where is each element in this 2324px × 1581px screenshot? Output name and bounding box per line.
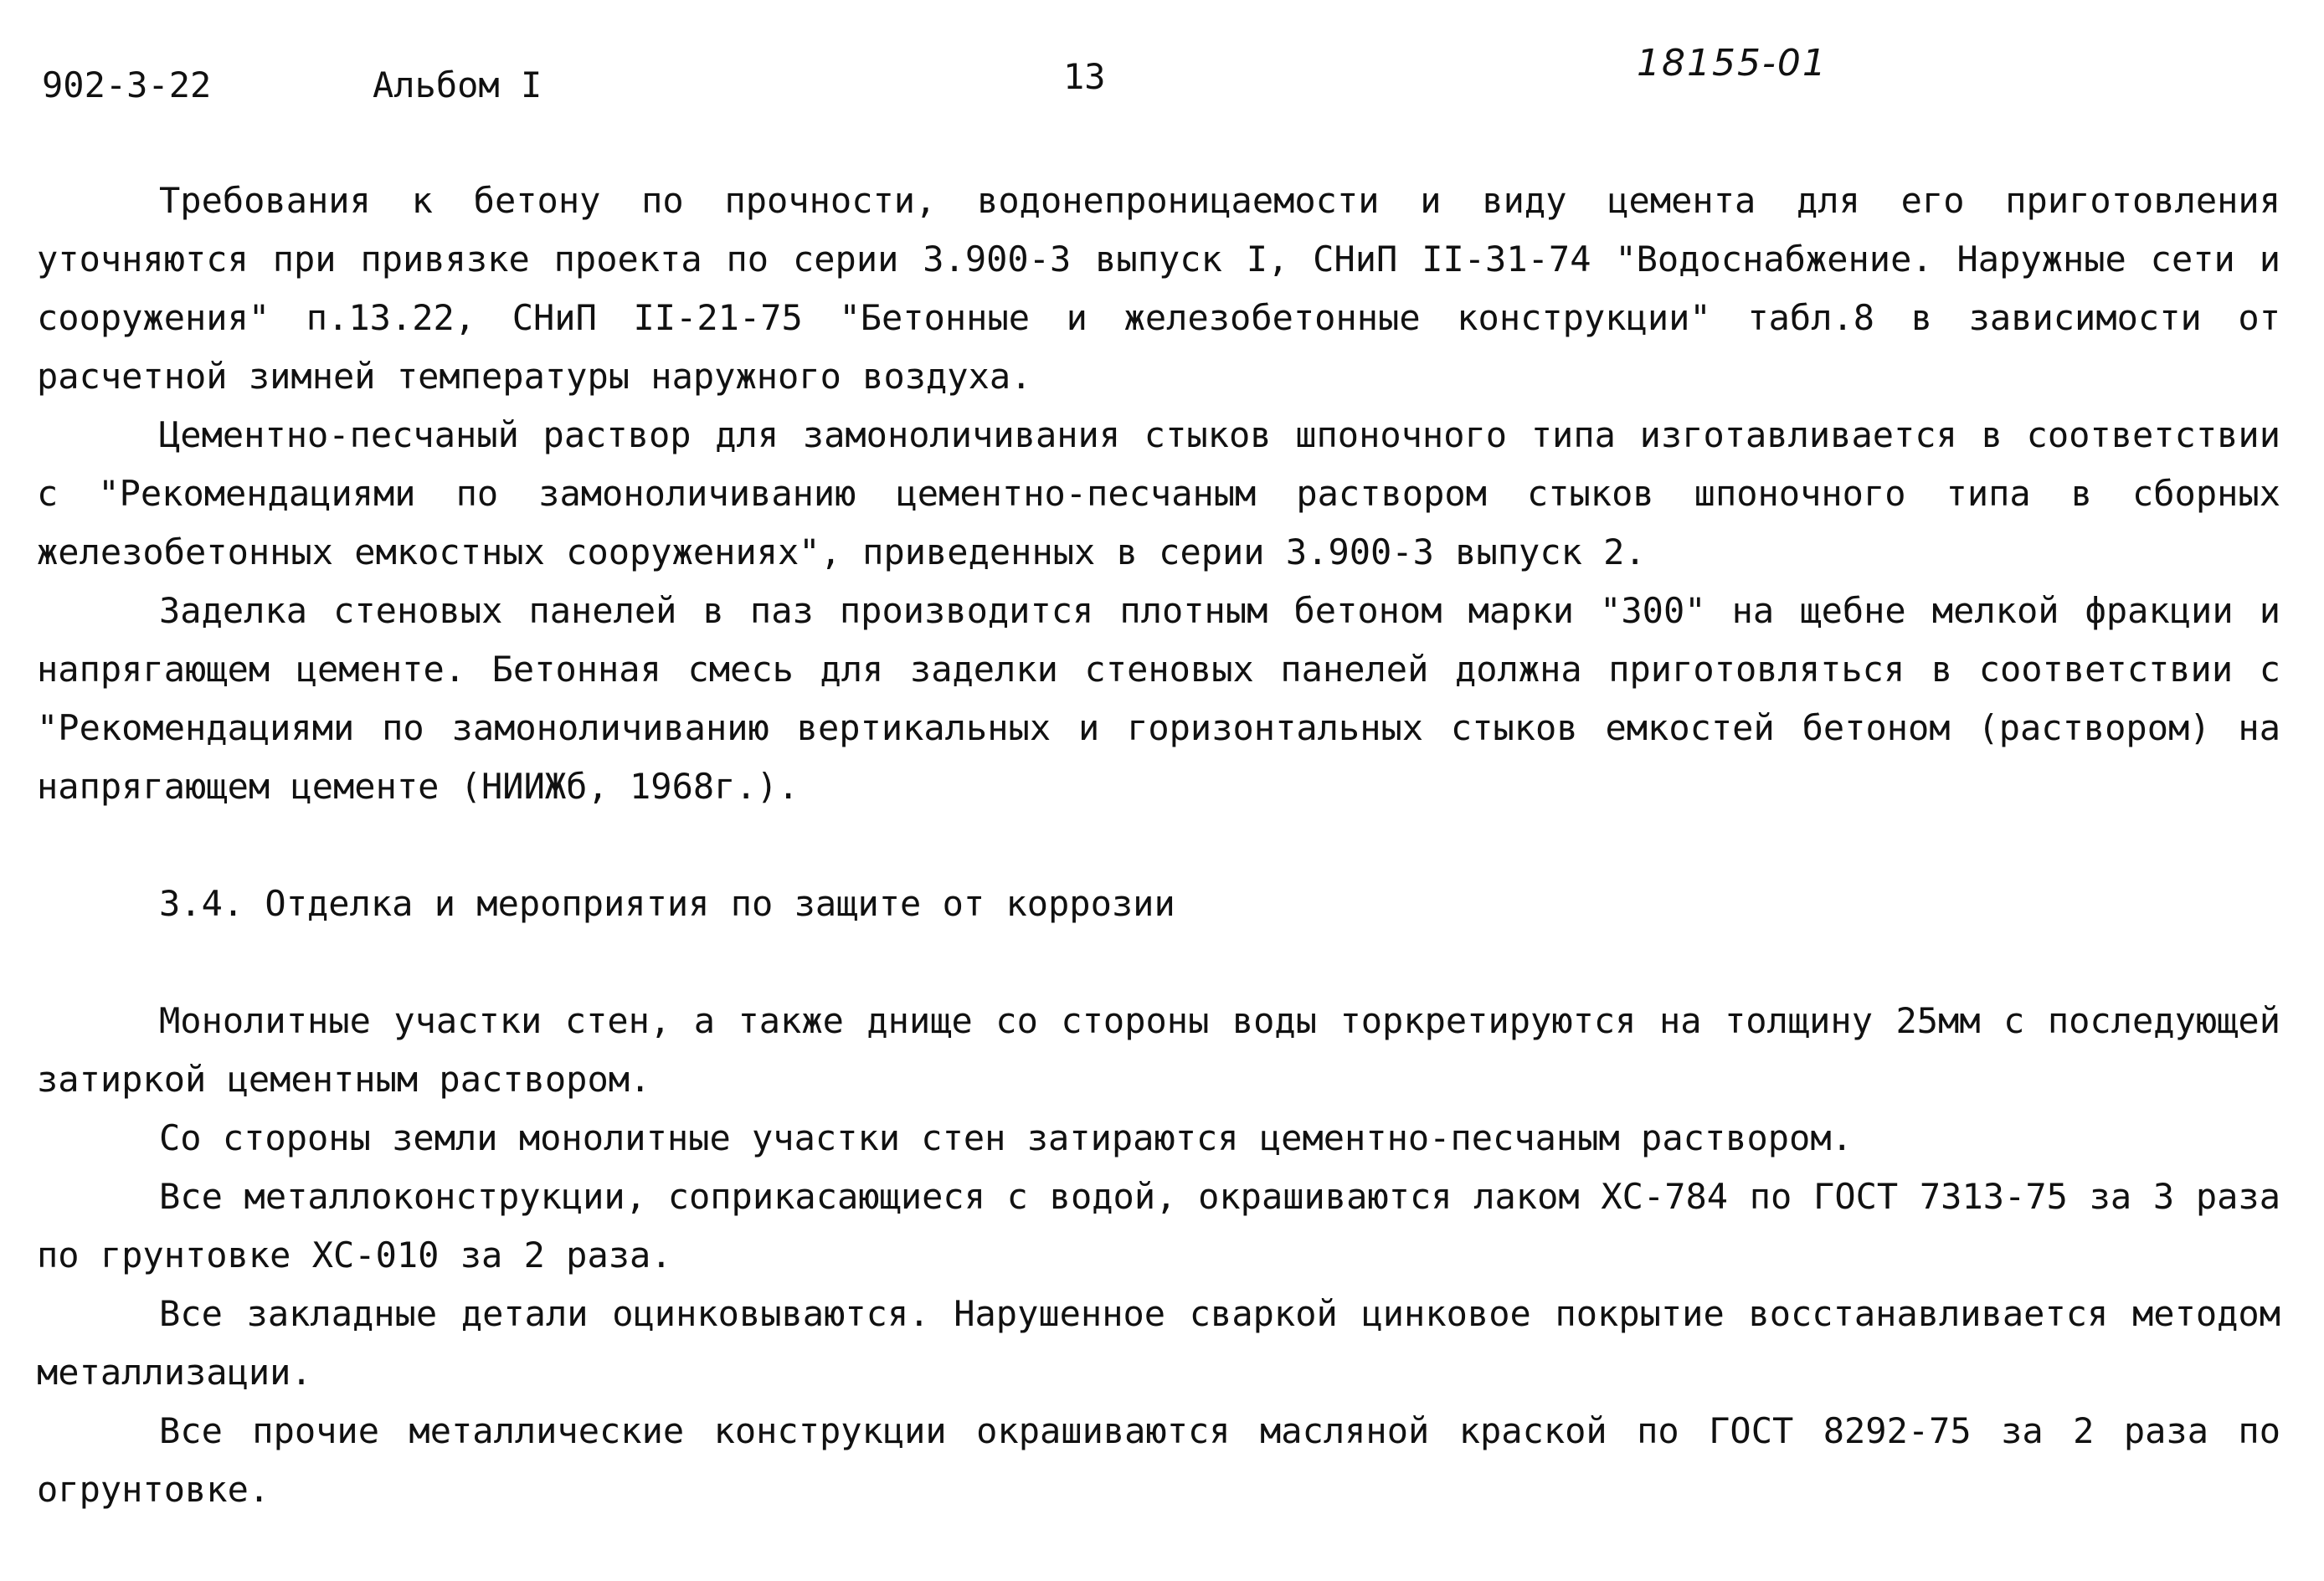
page-header bbox=[0, 0, 2324, 117]
paragraph-embedded-parts: Все закладные детали оцинковываются. Нарушенное сваркой цинковое покрытие восстанавливается методом металлизации. bbox=[37, 1293, 2280, 1393]
series-number: 902-3-22 bbox=[42, 64, 212, 105]
page-number: 13 bbox=[1063, 56, 1106, 97]
inventory-number: 18155-01 bbox=[1637, 42, 1828, 85]
paragraph-metal-structures: Все металлоконструкции, соприкасающиеся с водой, окрашиваются лаком ХС-784 по ГОСТ 7313-75 за 3 раза по грунтовке ХС-010 за 2 раза. bbox=[37, 1176, 2280, 1276]
document-body bbox=[37, 172, 2280, 1519]
paragraph-concrete-requirements: Требования к бетону по прочности, водонепроницаемости и виду цемента для его приготовления уточняются при привязке проекта по серии 3.900-3 выпуск I, СНиП II-31-74 "Водоснабжение. Наружные сети и сооружения" п.13.22, СНиП II-21-75 "Бетонные и железобетонные конструкции" табл.8 в зависимости от расчетной зимней температуры наружного воздуха. bbox=[37, 180, 2280, 397]
paragraph-panel-sealing: Заделка стеновых панелей в паз производится плотным бетоном марки "300" на щебне мелкой фракции и напрягающем цементе. Бетонная смесь для заделки стеновых панелей должна приготовляться в соответствии с "Рекомендациями по замоноличиванию вертикальных и горизонтальных стыков емкостей бетоном (раствором) на напрягающем цементе (НИИЖб, 1968г.). bbox=[37, 590, 2280, 807]
section-heading-corrosion: 3.4. Отделка и мероприятия по защите от коррозии bbox=[159, 883, 1175, 924]
paragraph-monolithic-walls: Монолитные участки стен, а также днище со стороны воды торкретируются на толщину 25мм с последующей затиркой цементным раствором. bbox=[37, 1000, 2280, 1100]
paragraph-soil-side: Со стороны земли монолитные участки стен затираются цементно-песчаным раствором. bbox=[159, 1117, 1853, 1158]
album-label: Альбом I bbox=[373, 64, 542, 105]
paragraph-cement-mortar: Цементно-песчаный раствор для замоноличивания стыков шпоночного типа изготавливается в соответствии с "Рекомендациями по замоноличиванию цементно-песчаным раствором стыков шпоночного типа в сборных железобетонных емкостных сооружениях", приведенных в серии 3.900-3 выпуск 2. bbox=[37, 414, 2280, 572]
paragraph-other-metal: Все прочие металлические конструкции окрашиваются масляной краской по ГОСТ 8292-75 за 2 раза по огрунтовке. bbox=[37, 1410, 2280, 1510]
